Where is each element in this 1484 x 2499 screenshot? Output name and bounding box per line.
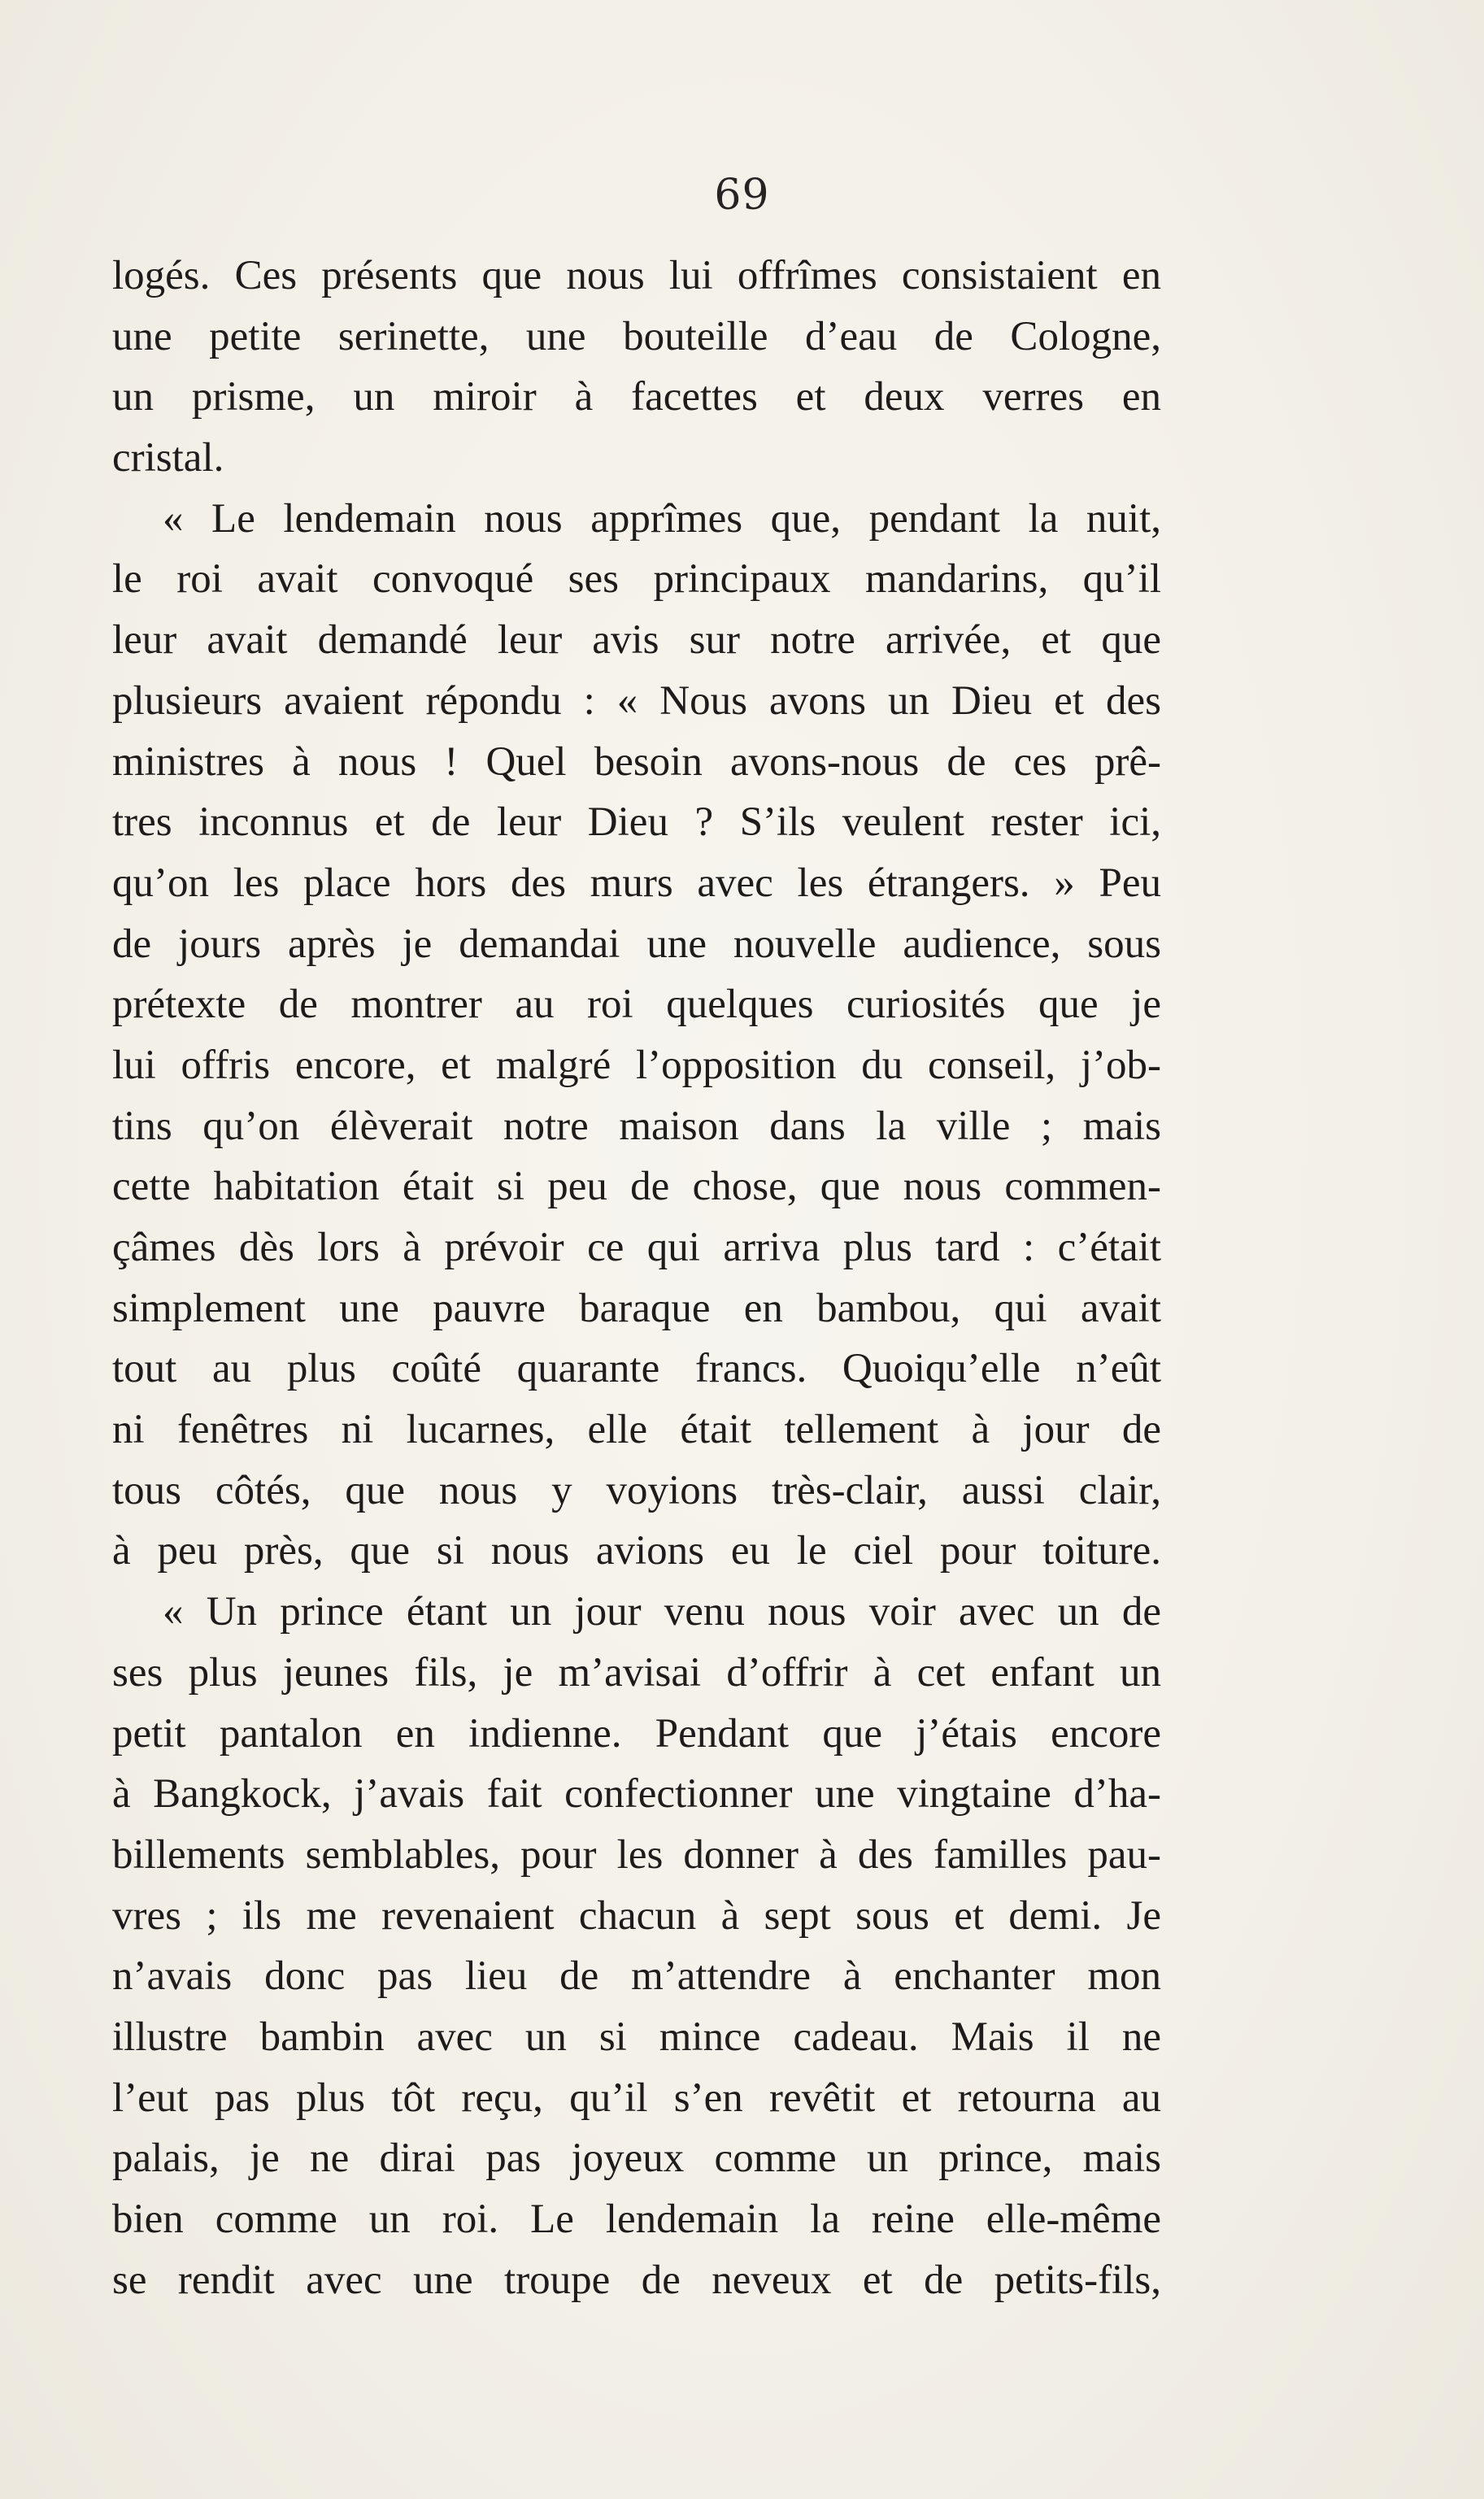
text-line: tout au plus coûté quarante francs. Quoiqu’elle n’eût xyxy=(112,1346,1161,1392)
text-line: « Un prince étant un jour venu nous voir avec un de xyxy=(163,1589,1161,1635)
body-text xyxy=(112,246,1161,2310)
text-line: ministres à nous ! Quel besoin avons-nous de ces prê- xyxy=(112,738,1161,785)
text-line: « Le lendemain nous apprîmes que, pendant la nuit, xyxy=(163,495,1161,542)
text-line: çâmes dès lors à prévoir ce qui arriva plus tard : c’était xyxy=(112,1225,1161,1270)
text-line: un prisme, un miroir à facettes et deux verres en xyxy=(112,374,1161,420)
text-line: plusieurs avaient répondu : « Nous avons un Dieu et des xyxy=(112,677,1161,724)
text-line: billements semblables, pour les donner à des familles pau- xyxy=(112,1831,1161,1878)
page-number: 69 xyxy=(714,171,770,220)
text-line: se rendit avec une troupe de neveux et de petits-fils, xyxy=(112,2257,1161,2303)
text-line: lui offris encore, et malgré l’opposition du conseil, j’ob- xyxy=(112,1042,1161,1088)
text-line: l’eut pas plus tôt reçu, qu’il s’en revêtit et retourna au xyxy=(112,2075,1161,2121)
text-line: tous côtés, que nous y voyions très-clair, aussi clair, xyxy=(112,1467,1161,1513)
text-line: petit pantalon en indienne. Pendant que j’étais encore xyxy=(112,1710,1161,1757)
text-line: leur avait demandé leur avis sur notre arrivée, et que xyxy=(112,617,1161,664)
text-line: illustre bambin avec un si mince cadeau. Mais il ne xyxy=(112,2014,1161,2060)
text-line: une petite serinette, une bouteille d’eau de Cologne, xyxy=(112,313,1161,359)
text-line: tins qu’on élèverait notre maison dans la ville ; mais xyxy=(112,1103,1161,1149)
text-line: ses plus jeunes fils, je m’avisai d’offrir à cet enfant un xyxy=(112,1649,1161,1696)
text-line: tres inconnus et de leur Dieu ? S’ils veulent rester ici, xyxy=(112,799,1161,846)
text-line: vres ; ils me revenaient chacun à sept sous et demi. Je xyxy=(112,1892,1161,1939)
text-line: qu’on les place hors des murs avec les étrangers. » Peu xyxy=(112,860,1161,906)
text-line: bien comme un roi. Le lendemain la reine elle-même xyxy=(112,2196,1161,2242)
text-line: le roi avait convoqué ses principaux mandarins, qu’il xyxy=(112,556,1161,603)
text-line: cette habitation était si peu de chose, que nous commen- xyxy=(112,1164,1161,1210)
text-line: à peu près, que si nous avions eu le ciel pour toiture. xyxy=(112,1528,1161,1574)
text-line: palais, je ne dirai pas joyeux comme un prince, mais xyxy=(112,2135,1161,2182)
text-line: à Bangkock, j’avais fait confectionner une vingtaine d’ha- xyxy=(112,1771,1161,1818)
text-line: cristal. xyxy=(112,435,224,481)
text-line: ni fenêtres ni lucarnes, elle était tellement à jour de xyxy=(112,1407,1161,1453)
text-line: prétexte de montrer au roi quelques curiosités que je xyxy=(112,982,1161,1028)
text-line: de jours après je demandai une nouvelle audience, sous xyxy=(112,921,1161,967)
text-line: simplement une pauvre baraque en bambou, qui avait xyxy=(112,1285,1161,1331)
text-line: logés. Ces présents que nous lui offrîmes consistaient en xyxy=(112,253,1161,298)
text-line: n’avais donc pas lieu de m’attendre à enchanter mon xyxy=(112,1953,1161,2000)
